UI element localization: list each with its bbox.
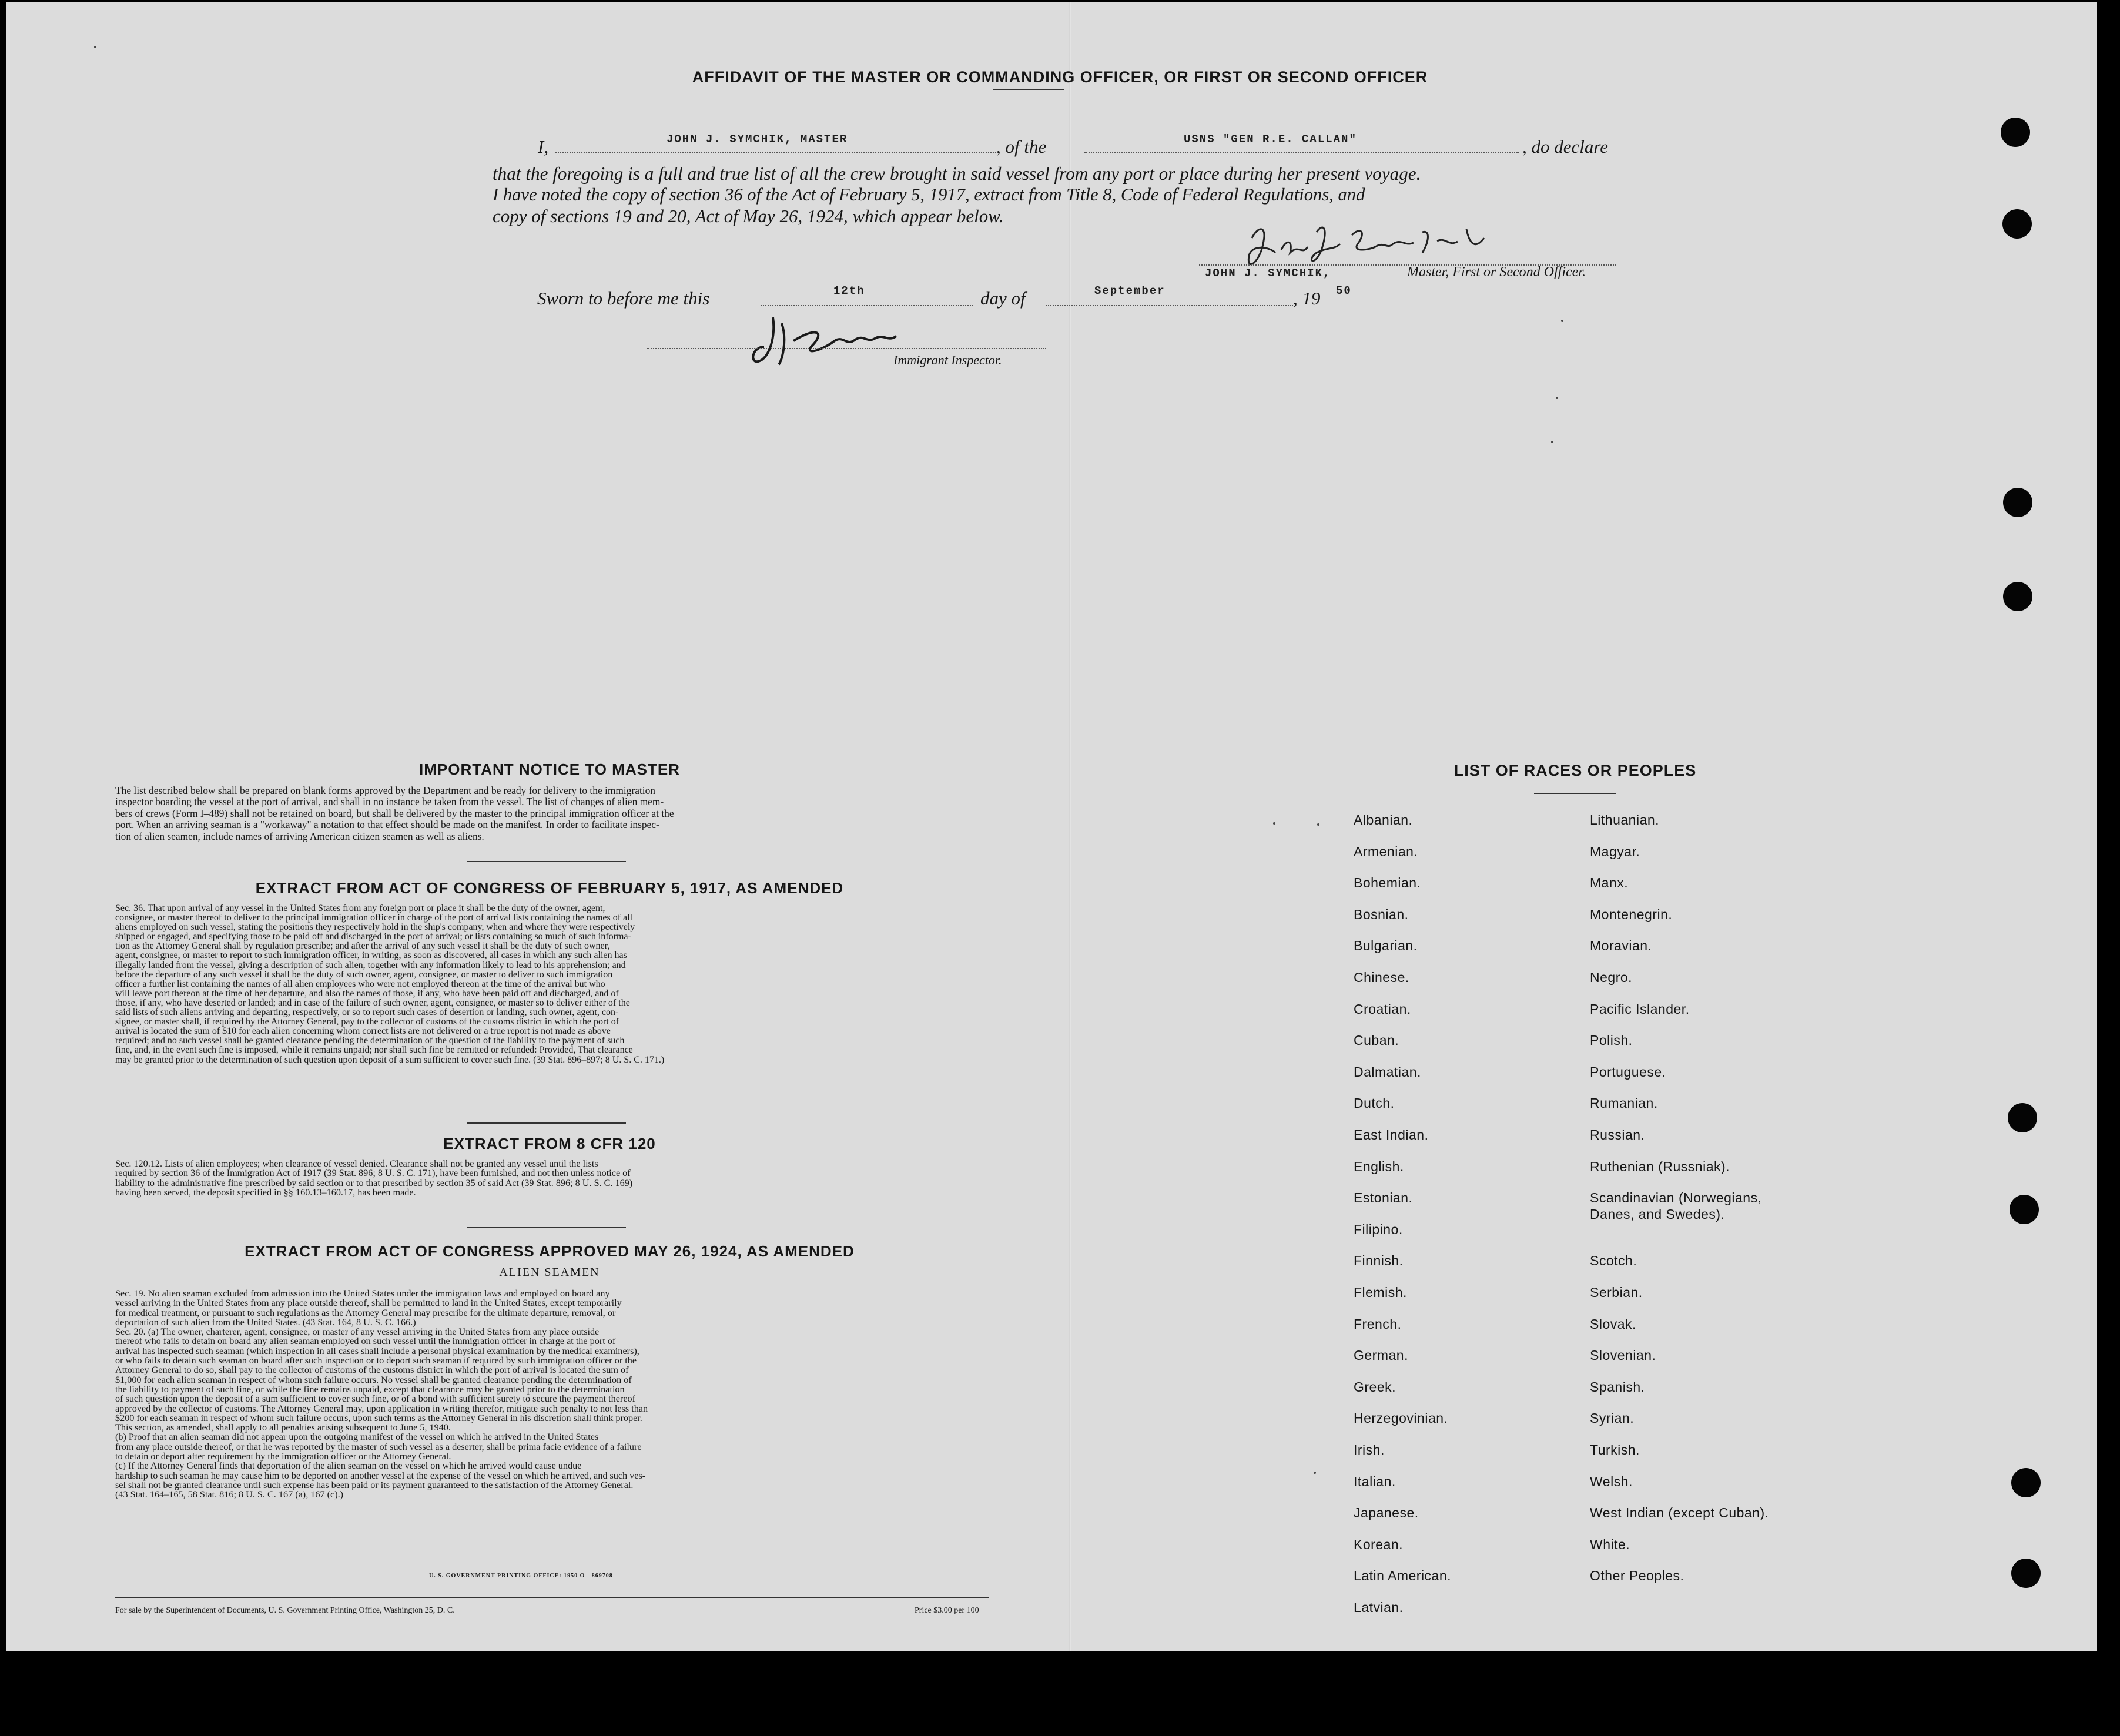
punch-hole (2011, 1468, 2041, 1497)
affidavit-title: AFFIDAVIT OF THE MASTER OR COMMANDING OFFICER, OR FIRST OR SECOND OFFICER (692, 68, 1428, 86)
race-item: Scotch. (1590, 1253, 1637, 1269)
races-underline (1534, 793, 1616, 794)
text-line: said lists of such aliens arriving and departing, respectively, or so to report such cases of desertion or landing, such owner, agent, con- (115, 1007, 619, 1018)
race-item: Latvian. (1354, 1600, 1404, 1615)
speck (1556, 397, 1558, 399)
race-item: Armenian. (1354, 843, 1418, 859)
race-item: Negro. (1590, 970, 1633, 985)
text-line: approved by the collector of customs. The Attorney General may, upon application in writing therefor, mitigate such penalty to not less than (115, 1403, 648, 1414)
text-line: The list described below shall be prepared on blank forms approved by the Department and be ready for delivery to the immigration (115, 785, 655, 796)
extract-cfr-title: EXTRACT FROM 8 CFR 120 (443, 1135, 656, 1152)
punch-hole (2010, 1195, 2039, 1224)
race-item: West Indian (except Cuban). (1590, 1505, 1769, 1521)
race-item: Manx. (1590, 875, 1629, 891)
text-line: Sec. 120.12. Lists of alien employees; when clearance of vessel denied. Clearance shall not be granted any vessel until the lists (115, 1158, 598, 1169)
sworn-prefix: Sworn to before me this (537, 288, 710, 309)
text-line: Sec. 36. That upon arrival of any vessel in the United States from any foreign port or place it shall be the duty of the owner, agent, (115, 903, 605, 913)
race-item: Moravian. (1590, 938, 1652, 954)
race-item: Greek. (1354, 1379, 1396, 1395)
price-text: Price $3.00 per 100 (915, 1606, 979, 1615)
race-item: Dutch. (1354, 1095, 1395, 1111)
race-item: Welsh. (1590, 1473, 1633, 1489)
of-the-label: , of the (996, 136, 1047, 157)
speck (1551, 441, 1553, 443)
master-name: JOHN J. SYMCHIK, MASTER (667, 133, 848, 146)
extract-cfr-text (115, 1159, 989, 1197)
inspector-label: Immigrant Inspector. (893, 353, 1002, 367)
race-item: Irish. (1354, 1442, 1385, 1457)
signer-role: Master, First or Second Officer. (1407, 264, 1586, 280)
race-item: Slovenian. (1590, 1348, 1656, 1363)
text-line: arrival is located the sum of $10 for each alien concerning whom correct lists are not delivered or a true report is not made as above (115, 1026, 611, 1037)
race-item: Russian. (1590, 1127, 1645, 1142)
master-name-line (555, 152, 996, 153)
text-line: illegally landed from the vessel, giving a description of such alien, together with any information likely to lead to his apprehension; and (115, 960, 626, 970)
text-line: officer a further list containing the names of all alien employees who were not employed thereon at the time of the arrival but who (115, 978, 605, 989)
text-line: required; and no such vessel shall be granted clearance pending the determination of the question of the liability to the payment of such (115, 1035, 625, 1046)
race-item: English. (1354, 1158, 1404, 1174)
text-line: to detain or deport after requirement by the immigration officer or the Attorney General. (115, 1451, 451, 1462)
signer-typed-name: JOHN J. SYMCHIK, (1205, 267, 1331, 280)
sworn-month: September (1094, 284, 1166, 297)
text-line: thereof who fails to detain on board any alien seaman employed on such vessel until the immigration officer in charge at the port of (115, 1336, 616, 1347)
text-line: Attorney General to do so, shall pay to the collector of customs of the customs district in which the port of arrival is located the sum of (115, 1365, 629, 1376)
race-item: Bulgarian. (1354, 938, 1418, 954)
text-line: or who fails to detain such seaman on board after such inspection or to deport such seaman if required by such immigration officer or the (115, 1355, 637, 1366)
text-line: hardship to such seaman he may cause him to be deported on another vessel at the expense of the vessel on which he arrived, and such ves- (115, 1470, 646, 1481)
page-fold (1069, 2, 1071, 1651)
race-item: Korean. (1354, 1536, 1404, 1552)
race-item: Other Peoples. (1590, 1568, 1684, 1584)
notice-title: IMPORTANT NOTICE TO MASTER (419, 760, 680, 778)
race-item: Rumanian. (1590, 1095, 1658, 1111)
race-item: White. (1590, 1536, 1630, 1552)
text-line: liability to the administrative fine prescribed by said section or to that prescribed by section 35 of said Act (39 Stat. 896; 8 U. S. C. 169) (115, 1177, 633, 1188)
text-line: signee, or master shall, if required by the Attorney General, pay to the collector of customs of the customs district in which the port of (115, 1017, 619, 1027)
race-item: Dalmatian. (1354, 1064, 1421, 1080)
race-item: Serbian. (1590, 1285, 1643, 1300)
text-line: before the departure of any such vessel it shall be the duty of such owner, agent, consignee, or master to deliver to such immigration (115, 969, 613, 980)
race-item: Japanese. (1354, 1505, 1419, 1521)
text-line: of such question upon the deposit of a sum sufficient to cover such fine, or of a bond with sufficient surety to secure the payment thereof (115, 1393, 635, 1405)
affidavit-body-line-4: copy of sections 19 and 20, Act of May 26, 1924, which appear below. (493, 206, 1004, 226)
race-item: Pacific Islander. (1590, 1001, 1690, 1017)
text-line: (c) If the Attorney General finds that deportation of the alien seaman on the vessel on which he arrived would cause undue (115, 1460, 582, 1472)
sworn-year: 50 (1336, 284, 1352, 297)
text-line: port. When an arriving seaman is a "workaway" a notation to that effect should be made on the manifest. In order to facilitate inspec- (115, 819, 659, 831)
footer-rule (115, 1597, 989, 1598)
race-item: Bohemian. (1354, 875, 1421, 891)
race-item: Syrian. (1590, 1410, 1635, 1426)
day-of-label: day of (980, 288, 1026, 309)
affidavit-i: I, (538, 136, 549, 157)
text-line: those, if any, who have deserted or landed; and in case of the failure of such owner, agent, consignee, or master so to deliver either of the (115, 997, 630, 1008)
race-item: Lithuanian. (1590, 812, 1660, 827)
punch-hole (2008, 1103, 2037, 1132)
race-item: Latin American. (1354, 1568, 1452, 1584)
punch-hole (2002, 209, 2032, 239)
race-item: Portuguese. (1590, 1064, 1666, 1080)
race-item: Montenegrin. (1590, 906, 1673, 922)
text-line: This section, as amended, shall apply to all penalties arising subsequent to June 5, 1940. (115, 1422, 451, 1433)
text-line: Sec. 19. No alien seaman excluded from admission into the United States under the immigration laws and employed on board any (115, 1288, 610, 1299)
punch-hole (2001, 118, 2030, 147)
race-item: Croatian. (1354, 1001, 1411, 1017)
extract-1924-subtitle: ALIEN SEAMEN (499, 1266, 600, 1279)
race-item: East Indian. (1354, 1127, 1429, 1142)
sworn-month-line (1046, 305, 1293, 306)
race-item: German. (1354, 1348, 1408, 1363)
punch-hole (2003, 582, 2032, 611)
race-item: Turkish. (1590, 1442, 1640, 1457)
divider (467, 1227, 626, 1228)
extract-1917-title: EXTRACT FROM ACT OF CONGRESS OF FEBRUARY 5, 1917, AS AMENDED (255, 879, 844, 897)
extract-1924-title: EXTRACT FROM ACT OF CONGRESS APPROVED MAY 26, 1924, AS AMENDED (245, 1242, 855, 1260)
speck (1314, 1472, 1316, 1474)
race-item: Spanish. (1590, 1379, 1645, 1395)
vessel-name-line (1084, 152, 1519, 153)
text-line: tion as the Attorney General shall by regulation prescribe; and after the arrival of any such vessel it shall be the duty of such owner, (115, 941, 610, 951)
text-line: $1,000 for each alien seaman in respect of whom such failure occurs. No vessel shall be granted clearance pending the determination of (115, 1374, 632, 1385)
race-item: Estonian. (1354, 1190, 1413, 1206)
text-line: Sec. 20. (a) The owner, charterer, agent, consignee, or master of any vessel arriving in the United States from any place outside (115, 1326, 600, 1338)
sale-text: For sale by the Superintendent of Documents, U. S. Government Printing Office, Washington 25, D. C. (115, 1606, 455, 1615)
do-declare-label: , do declare (1522, 136, 1609, 157)
race-item: Albanian. (1354, 812, 1413, 827)
punch-hole (2011, 1559, 2041, 1588)
inspector-line (647, 348, 1046, 349)
text-line: sel shall not be granted clearance until such expense has been paid or its payment guaranteed to the satisfaction of the Attorney General. (115, 1479, 634, 1490)
affidavit-body-line-3: I have noted the copy of section 36 of the Act of February 5, 1917, extract from Title 8, Code of Federal Regulations, and (493, 185, 1365, 205)
race-item: Flemish. (1354, 1285, 1407, 1300)
speck (1317, 823, 1319, 826)
race-item: Finnish. (1354, 1253, 1404, 1269)
divider (467, 1122, 626, 1124)
races-title: LIST OF RACES OR PEOPLES (1453, 762, 1697, 779)
text-line: aliens employed on such vessel, stating the positions they respectively hold in the ship's company, when and where they were respectively (115, 922, 635, 933)
text-line: bers of crews (Form I–489) shall not be retained on board, but shall be delivered by the master to the principal immigration officer at the (115, 807, 674, 819)
affidavit-body-line-2: that the foregoing is a full and true list of all the crew brought in said vessel from any port or place during her present voyage. (493, 163, 1421, 184)
race-item: Polish. (1590, 1033, 1633, 1048)
race-item: Magyar. (1590, 843, 1640, 859)
race-item: French. (1354, 1316, 1402, 1332)
text-line: the liability to payment of such fine, or while the fine remains unpaid, except that clearance may be granted prior to the determination (115, 1383, 625, 1395)
sworn-day: 12th (833, 284, 865, 297)
text-line: deportation of such alien from the United States. (43 Stat. 164, 8 U. S. C. 166.) (115, 1316, 416, 1328)
race-item: Chinese. (1354, 970, 1409, 985)
vessel-name: USNS "GEN R.E. CALLAN" (1184, 133, 1357, 146)
punch-hole (2003, 488, 2032, 517)
gpo-line: U. S. GOVERNMENT PRINTING OFFICE: 1950 O - 869708 (429, 1573, 613, 1579)
text-line: vessel arriving in the United States from any place outside thereof, shall be permitted to land in the United States, except temporarily (115, 1298, 622, 1309)
notice-text (115, 785, 989, 842)
text-line: fine, and, in the event such fine is imposed, while it remains unpaid; nor shall such fine be remitted or refunded: Provided, That clearance (115, 1045, 633, 1055)
race-item: Cuban. (1354, 1033, 1399, 1048)
title-underline (993, 89, 1064, 90)
text-line: (43 Stat. 164–165, 58 Stat. 816; 8 U. S. C. 167 (a), 167 (c).) (115, 1489, 344, 1500)
text-line: may be granted prior to the determination of such question upon deposit of a sum sufficient to cover such fine. (39 Stat. 896–897; 8 U. S. C. 171.) (115, 1054, 665, 1065)
speck (94, 46, 96, 48)
text-line: consignee, or master thereof to deliver to the principal immigration officer in charge of the port of arrival lists containing the names of all (115, 913, 633, 923)
text-line: will leave port thereon at the time of her departure, and also the names of those, if any, who have been paid off and discharged, and of (115, 988, 619, 998)
text-line: from any place outside thereof, or that he was reported by the master of such vessel as a deserter, shall be prima facie evidence of a failure (115, 1441, 642, 1452)
speck (1561, 320, 1563, 322)
race-item: Ruthenian (Russniak). (1590, 1158, 1730, 1174)
text-line: inspector boarding the vessel at the port of arrival, and shall in no instance be taken from the vessel. The list of changes of alien mem- (115, 796, 664, 808)
text-line: required by section 36 of the Immigration Act of 1917 (39 Stat. 896; 8 U. S. C. 171), have been furnished, and not then unless notice of (115, 1168, 631, 1179)
text-line: tion of alien seamen, include names of arriving American citizen seamen as well as aliens. (115, 830, 484, 842)
race-item: Italian. (1354, 1473, 1396, 1489)
race-item: Filipino. (1354, 1221, 1403, 1237)
year-prefix: , 19 (1293, 288, 1321, 309)
text-line: shipped or engaged, and specifying those to be paid off and discharged in the port of arrival; or lists containing so much of such informa- (115, 931, 631, 942)
race-item: Bosnian. (1354, 906, 1409, 922)
text-line: for medical treatment, or pursuant to such regulations as the Attorney General may prescribe for the ultimate departure, removal, or (115, 1307, 616, 1318)
text-line: $200 for each seaman in respect of whom such failure occurs, upon such terms as the Attorney General in his discretion shall think proper. (115, 1412, 642, 1423)
text-line: having been served, the deposit specified in §§ 160.13–160.17, has been made. (115, 1187, 416, 1198)
text-line: arrival has inspected such seaman (which inspection in all cases shall include a personal physical examination by the medical examiners), (115, 1345, 639, 1356)
extract-1917-text (115, 904, 989, 1065)
text-line: agent, consignee, or master to report to such immigration officer, in writing, as soon as discovered, all cases in which any such alien has (115, 950, 627, 961)
race-item: Slovak. (1590, 1316, 1636, 1332)
speck (1273, 822, 1275, 825)
race-item: Herzegovinian. (1354, 1410, 1448, 1426)
text-line: (b) Proof that an alien seaman did not appear upon the outgoing manifest of the vessel on which he arrived in the United States (115, 1432, 599, 1443)
divider (467, 861, 626, 862)
race-item: Scandinavian (Norwegians, Danes, and Swedes). (1590, 1190, 1762, 1222)
extract-1924-text (115, 1289, 989, 1500)
